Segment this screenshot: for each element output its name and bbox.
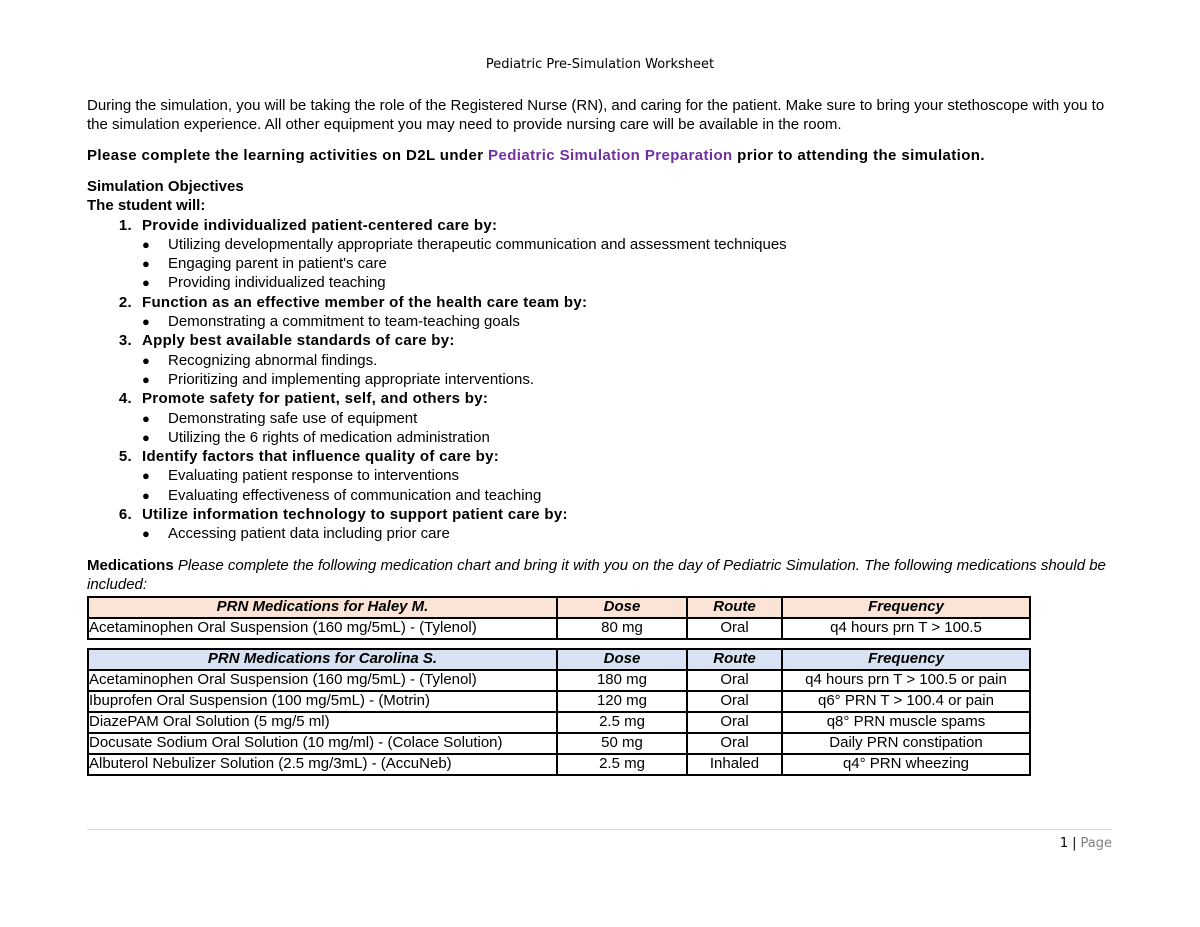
bullet-icon: ● [142,352,150,368]
objective-title-line [87,293,1117,312]
carolina-medication-table [87,648,1031,776]
frequency-cell: q6° PRN T > 100.4 or pain [782,691,1030,712]
route-cell: Oral [687,618,782,639]
objective-subitem [87,428,1117,447]
objective-sublist [87,235,1117,293]
bullet-icon: ● [142,236,150,252]
objective-subitem [87,254,1117,273]
document-body [87,96,1117,776]
prereq-text-before: Please complete the learning activities on D2L under [87,147,489,164]
objective-number: 3. [118,332,132,350]
objective-title: Function as an effective member of the health care team by: [142,293,588,311]
objective-subitem-text: Accessing patient data including prior care [168,525,450,543]
route-cell: Oral [687,712,782,733]
medications-label: Medications [87,556,174,574]
bullet-icon: ● [142,429,150,445]
objective-subitem-text: Demonstrating a commitment to team-teaching goals [168,313,520,331]
medication-name-cell: Acetaminophen Oral Suspension (160 mg/5mL) - (Tylenol) [88,618,557,639]
medication-header: PRN Medications for Carolina S. [88,649,557,670]
bullet-icon: ● [142,371,150,387]
objective-number: 4. [118,390,132,408]
bullet-icon: ● [142,487,150,503]
objective-sublist [87,351,1117,390]
bullet-icon: ● [142,275,150,291]
objective-subitem [87,370,1117,389]
objective-subitem [87,466,1117,485]
d2l-preparation-link[interactable]: Pediatric Simulation Preparation [488,147,733,164]
objective-item [87,447,1117,505]
route-header: Route [687,649,782,670]
table-row [88,733,1030,754]
dose-cell: 2.5 mg [557,754,687,775]
objective-subitem-text: Providing individualized teaching [168,274,386,292]
frequency-cell: Daily PRN constipation [782,733,1030,754]
prerequisite-note [87,146,1117,165]
haley-medication-table [87,596,1031,640]
objective-subitem-text: Utilizing developmentally appropriate therapeutic communication and assessment techniques [168,235,787,253]
dose-header: Dose [557,649,687,670]
route-header: Route [687,597,782,618]
table-header-row [88,597,1030,618]
table-row [88,754,1030,775]
dose-cell: 2.5 mg [557,712,687,733]
objective-sublist [87,409,1117,448]
objective-title: Apply best available standards of care by: [142,332,455,350]
medications-intro [87,556,1117,594]
objective-number: 6. [118,506,132,524]
objectives-list [87,216,1117,544]
medication-name-cell: Docusate Sodium Oral Solution (10 mg/ml) - (Colace Solution) [88,733,557,754]
dose-cell: 180 mg [557,670,687,691]
objective-subitem [87,312,1117,331]
objective-sublist [87,312,1117,331]
objective-item [87,216,1117,293]
objective-subitem-text: Utilizing the 6 rights of medication administration [168,428,490,446]
route-cell: Oral [687,691,782,712]
objective-subitem-text: Engaging parent in patient's care [168,255,387,273]
medication-header: PRN Medications for Haley M. [88,597,557,618]
objective-title-line [87,216,1117,235]
objective-subitem-text: Prioritizing and implementing appropriate interventions. [168,370,535,388]
objective-sublist [87,524,1117,543]
route-cell: Oral [687,733,782,754]
objective-subitem [87,486,1117,505]
page-title: Pediatric Pre-Simulation Worksheet [485,57,715,72]
bullet-icon: ● [142,526,150,542]
objective-subitem-text: Demonstrating safe use of equipment [168,409,418,427]
page-header [0,57,1200,72]
objective-subitem [87,235,1117,254]
table-row [88,691,1030,712]
page-label: Page [1080,836,1112,851]
footer-separator: | [1072,836,1077,851]
objectives-lead: The student will: [87,197,206,215]
dose-header: Dose [557,597,687,618]
medication-name-cell: Acetaminophen Oral Suspension (160 mg/5mL) - (Tylenol) [88,670,557,691]
objective-title-line [87,389,1117,408]
medication-name-cell: Ibuprofen Oral Suspension (100 mg/5mL) - (Motrin) [88,691,557,712]
objective-subitem [87,524,1117,543]
objective-subitem [87,351,1117,370]
objective-item [87,331,1117,389]
frequency-header: Frequency [782,597,1030,618]
objectives-heading: Simulation Objectives [87,178,244,195]
table-row [88,712,1030,733]
objective-subitem-text: Evaluating effectiveness of communication and teaching [168,486,542,504]
objective-sublist [87,466,1117,505]
objective-item [87,293,1117,332]
frequency-cell: q4 hours prn T > 100.5 or pain [782,670,1030,691]
prereq-text-after: prior to attending the simulation. [732,147,985,164]
table-row [88,670,1030,691]
bullet-icon: ● [142,314,150,330]
objective-number: 1. [118,216,132,234]
table-header-row [88,649,1030,670]
objective-number: 2. [118,293,132,311]
dose-cell: 80 mg [557,618,687,639]
route-cell: Inhaled [687,754,782,775]
medication-name-cell: Albuterol Nebulizer Solution (2.5 mg/3mL) - (AccuNeb) [88,754,557,775]
objective-item [87,505,1117,544]
table-row [88,618,1030,639]
frequency-cell: q8° PRN muscle spams [782,712,1030,733]
route-cell: Oral [687,670,782,691]
objective-title: Identify factors that influence quality of care by: [142,448,500,466]
page-number: 1 [1059,836,1069,851]
frequency-header: Frequency [782,649,1030,670]
bullet-icon: ● [142,468,150,484]
dose-cell: 50 mg [557,733,687,754]
objective-item [87,389,1117,447]
objective-number: 5. [118,448,132,466]
objectives-section [87,177,1117,216]
bullet-icon: ● [142,256,150,272]
objective-subitem-text: Evaluating patient response to interventions [168,467,460,485]
objective-subitem [87,409,1117,428]
footer-divider [87,829,1112,830]
objective-title-line [87,505,1117,524]
intro-paragraph: During the simulation, you will be taking the role of the Registered Nurse (RN), and caring for the patient. Make sure to bring your stethoscope with you to the simulation experience. All other equipment you may need to provide nursing care will be available in the room. [87,97,1105,133]
medications-instructions: Please complete the following medication chart and bring it with you on the day of Pediatric Simulation. The following medications should be included: [87,556,1106,593]
objective-title: Provide individualized patient-centered care by: [142,216,498,234]
objective-subitem [87,273,1117,292]
objective-subitem-text: Recognizing abnormal findings. [168,351,378,369]
objective-title: Promote safety for patient, self, and others by: [142,390,489,408]
page-footer [1060,836,1112,851]
bullet-icon: ● [142,410,150,426]
objective-title: Utilize information technology to support patient care by: [142,506,568,524]
objective-title-line [87,447,1117,466]
frequency-cell: q4 hours prn T > 100.5 [782,618,1030,639]
medication-name-cell: DiazePAM Oral Solution (5 mg/5 ml) [88,712,557,733]
frequency-cell: q4° PRN wheezing [782,754,1030,775]
objective-title-line [87,331,1117,350]
dose-cell: 120 mg [557,691,687,712]
